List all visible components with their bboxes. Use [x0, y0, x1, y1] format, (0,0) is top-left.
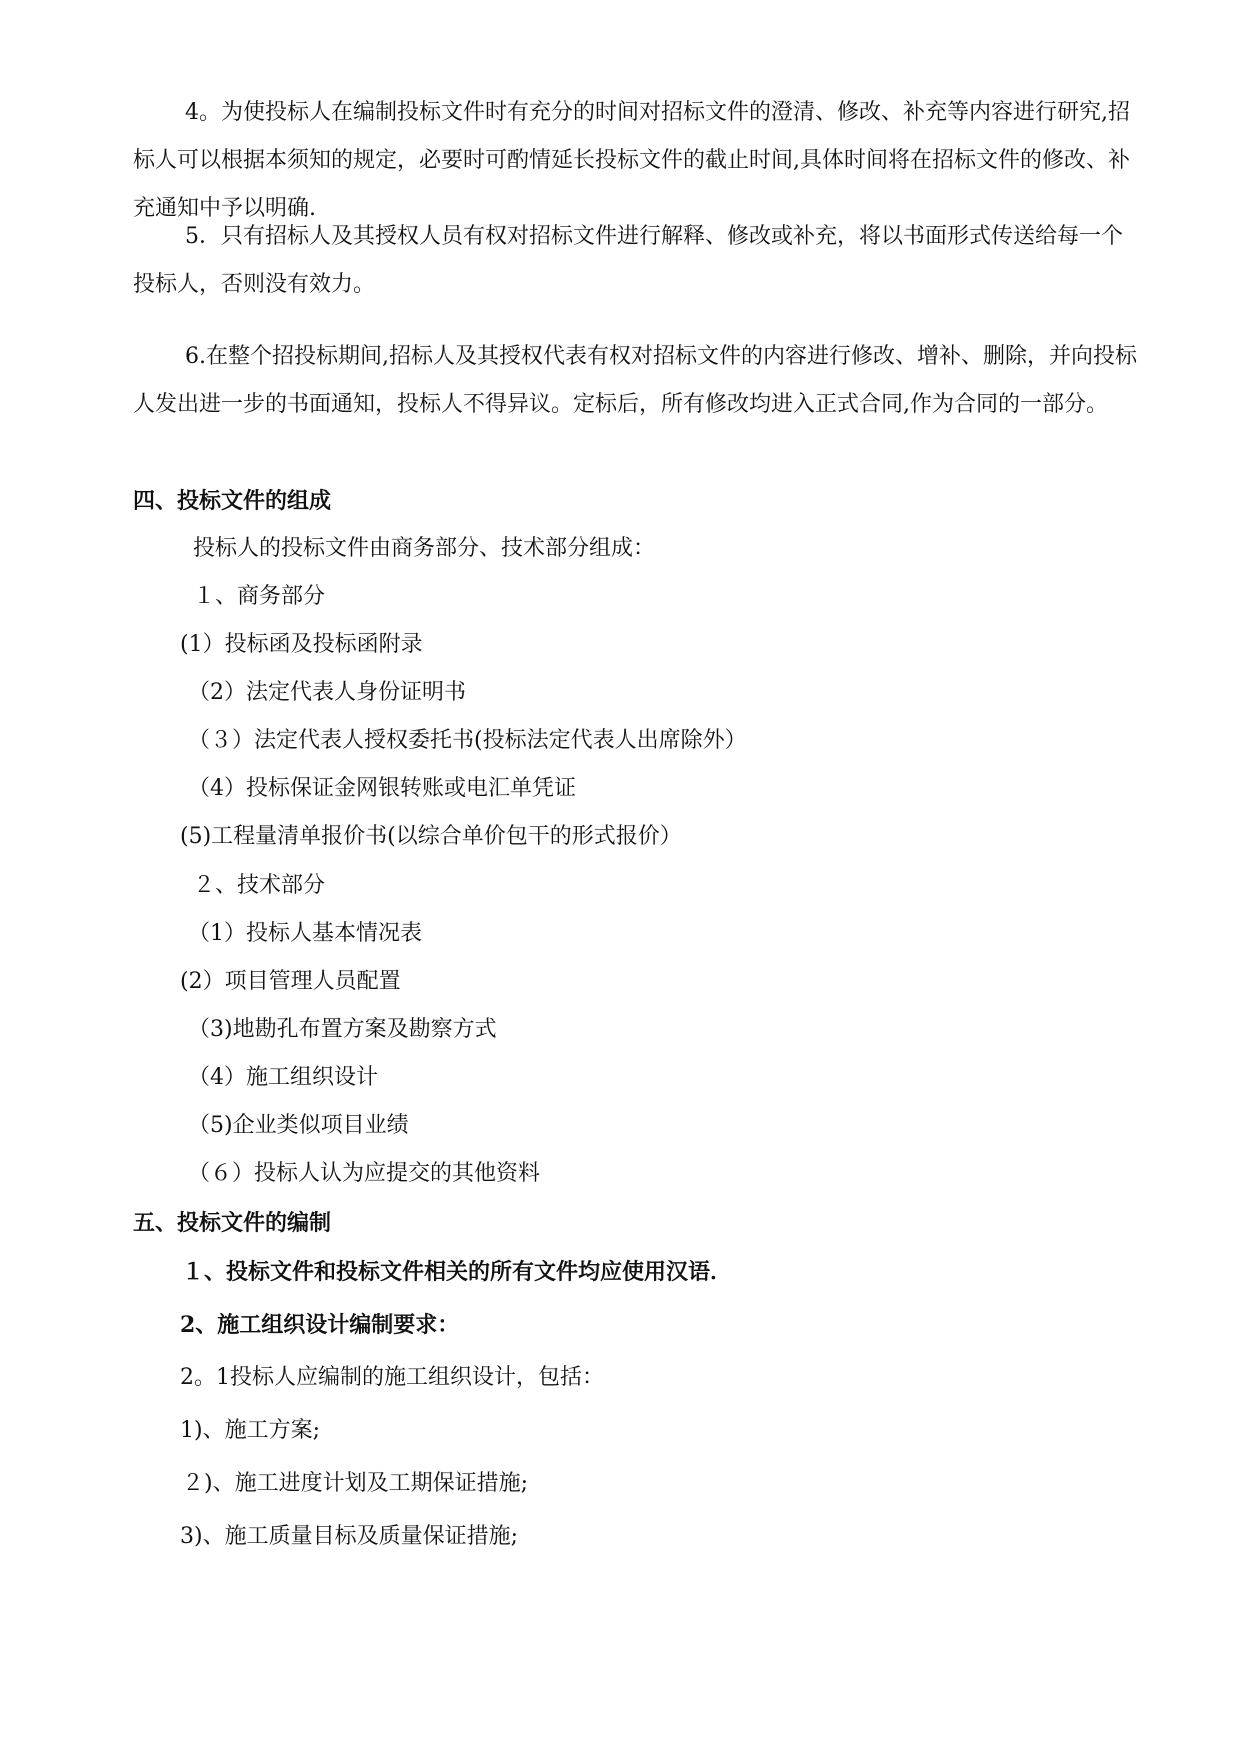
construction-subitem-3: 3)、施工质量目标及质量保证措施; — [180, 1524, 518, 1549]
paragraph-6: 6.在整个招投标期间,招标人及其授权代表有权对招标文件的内容进行修改、增补、删除，并向投标人发出进一步的书面通知，投标人不得异议。定标后，所有修改均进入正式合同,作为合同的一部分。 — [133, 344, 1137, 417]
business-item-5: (5)工程量清单报价书(以综合单价包干的形式报价） — [180, 824, 682, 849]
section-4-intro: 投标人的投标文件由商务部分、技术部分组成： — [193, 536, 656, 561]
section-5-item-1: １、投标文件和投标文件相关的所有文件均应使用汉语． — [182, 1259, 733, 1285]
business-item-3: （３）法定代表人授权委托书(投标法定代表人出席除外） — [188, 728, 747, 753]
section-5-item-2: 2、施工组织设计编制要求： — [180, 1312, 460, 1338]
construction-subitem-2: ２)、施工进度计划及工期保证措施; — [182, 1471, 528, 1496]
business-part-title: １、商务部分 — [193, 584, 326, 609]
section-5-heading: 五、投标文件的编制 — [133, 1210, 332, 1236]
technical-item-6: （６）投标人认为应提交的其他资料 — [188, 1161, 541, 1186]
business-item-4: （4）投标保证金网银转账或电汇单凭证 — [188, 776, 576, 801]
technical-item-2: (2）项目管理人员配置 — [180, 969, 401, 994]
technical-item-3: （3)地勘孔布置方案及勘察方式 — [188, 1017, 497, 1042]
paragraph-5: 5．只有招标人及其授权人员有权对招标文件进行解释、修改或补充，将以书面形式传送给每一个投标人，否则没有效力。 — [133, 224, 1124, 297]
business-item-2: （2）法定代表人身份证明书 — [188, 680, 466, 705]
technical-item-1: （1）投标人基本情况表 — [188, 921, 422, 946]
business-item-1: (1）投标函及投标函附录 — [180, 632, 423, 657]
construction-subitem-1: 1)、施工方案; — [180, 1418, 320, 1443]
technical-item-5: （5)企业类似项目业绩 — [188, 1113, 409, 1138]
technical-part-title: ２、技术部分 — [193, 873, 326, 898]
section-4-heading: 四、投标文件的组成 — [133, 488, 332, 514]
section-5-item-2-1: 2。1投标人应编制的施工组织设计，包括： — [180, 1365, 604, 1390]
technical-item-4: （4）施工组织设计 — [188, 1065, 378, 1090]
paragraph-4: 4。为使投标人在编制投标文件时有充分的时间对招标文件的澄清、修改、补充等内容进行研究,招标人可以根据本须知的规定，必要时可酌情延长投标文件的截止时间,具体时间将在招标文件的修改、补充通知中予以明确. — [133, 100, 1130, 221]
